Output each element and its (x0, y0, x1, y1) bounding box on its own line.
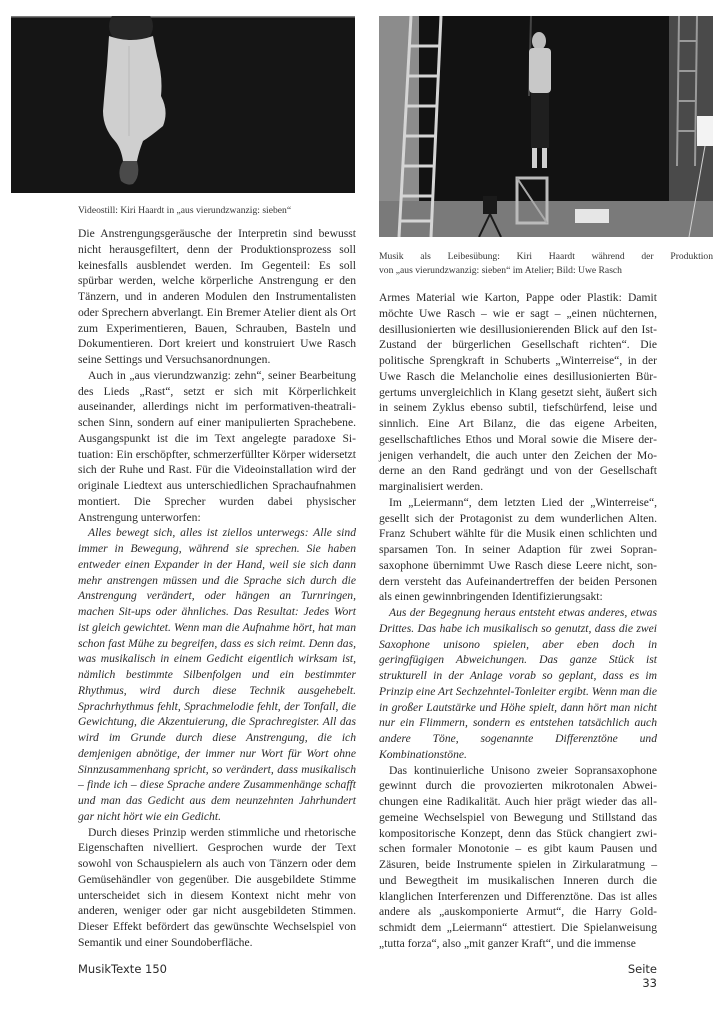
block-quote: Aus der Begegnung heraus entsteht etwas anderes, etwas Drittes. Das habe ich musikalisch so genutzt, dass die zwei Saxophone unisono spielen, aber eben doch in geringfügigen Abweichungen. Das ganze Stück ist strukturell in der Anlage vorab so geplant, dass es im Prinzip eine Art Sechzehntel-Tonleiter ergibt. Wenn man die in großer Lautstärke und Höhe spielt, dann hört man nicht nur ein Flimmern, sondern es entstehen tatsächlich auch andere Töne, sogenannte Differenztöne und Kombinationstöne. (379, 606, 657, 761)
studio-caption-line-2: von „aus vierundzwanzig: sieben“ im Atelier; Bild: Uwe Rasch (379, 265, 622, 276)
footer-page-number: Seite 33 (627, 962, 657, 990)
videostill-caption (78, 204, 358, 218)
paragraph: Durch dieses Prinzip werden stimmliche und rhetorische Eigenschaften nivelliert. Gesprochen wurde der Text sowohl von Schauspielern als auch von Tänzern oder dem Gemüsehändler von gegenüber. Die ausgebildete Stimme unterscheidet sich in diesem Kontext nicht mehr von anderen, weniger oder gar nicht ausgebildeten Stimmen. Dieser Effekt befördert das gewünschte Wechselspiel von Semantik und einer Soundoberfläche. (78, 825, 356, 949)
block-quote: Alles bewegt sich, alles ist ziellos unterwegs: Alle sind immer in Bewegung, während sie sprechen. Sie haben entweder einen Expander in der Hand, weil sie sich dann mehr anstrengen müssen und die Sprache sich durch die Anstrengung verändert, oder hängen an Turnringen, machen Sit-ups oder ähnliches. Das Resultat: Jedes Wort ist gleich gewichtet. Wenn man die Aufnahme hört, hat man schon fast Mühe zu begreifen, dass es sich reimt. Denn das, was musikalisch in einem Gedicht eigentlich wirksam ist, nämlich bestimmte Silbenfolgen und ein bestimmter Rhythmus, wird durch diese Technik ausgehebelt. Sprachrhythmus fehlt, Sprachmelodie fehlt, der Tonfall, die Gewichtung, die Akzentuierung, die Sprachregister. All das wird im Grunde durch diese Anstrengung, die ich demjenigen abnötige, der immer nur Wort für Wort ohne Sinnzusammenhang spricht, so verändert, dass musikalisch – finde ich – diese Sprache andere Zusammenhänge schafft und man das Gedicht aus dem neunzehnten Jahrhundert gar nicht hört wie ein Gedicht. (78, 526, 356, 823)
paragraph: Auch in „aus vierundzwanzig: zehn“, seiner Bearbeitung des Lieds „Rast“, setzt er sich mit Körperlichkeit auseinander, allerdings nicht im performativen-theatralischen Sinn, sondern auf einer manipulierten Sprachebene. Ausgangspunkt ist die im Text angelegte paradoxe Situation: Ein erschöpfter, schmerzerfüllter Körper widersetzt sich der Ruhe und Rast. Für die Videoinstallation wird der originale Liedtext aus unterschiedlichen Sprachaufnahmen montiert. Die Sprecher wurden dabei physischer Anstrengung unterworfen: (78, 368, 356, 524)
right-text-column (379, 290, 657, 952)
paragraph: Das kontinuierliche Unisono zweier Sopransaxophone gewinnt durch die provozierten mikrotonalen Abweichungen eine Radikalität. Auch hier prägt wieder das allgemeine Wechselspiel von Bewegung und Stillstand das kompositorische Konzept, denn das Stück changiert zwischen formaler Monotonie – es gibt kaum Pausen und Zäsuren, beide Instrumente spielen in Zirkularatmung – und Bewegtheit im musikalischen Inneren durch die klanglichen Interferenzen und Differenztöne. Das ist alles andere als „auskomponierte Armut“, die Harry Goldschmidt dem „Leiermann“ attestiert. Die Spielanweisung „tutta forza“, also „mit ganzer Kraft“, und die immense (379, 763, 657, 950)
videostill-caption-text: Videostill: Kiri Haardt in „aus vierundzwanzig: sieben“ (78, 205, 292, 216)
studio-caption-line-1: Musik als Leibesübung: Kiri Haardt während der Produktion (379, 251, 713, 262)
upside-down-figure-graphic (11, 16, 355, 193)
videostill-image (11, 16, 355, 193)
paragraph: Im „Leiermann“, dem letzten Lied der „Winterreise“, gesellt sich der Protagonist zu dem wunderlichen Alten. Franz Schubert wählte für die Musik einen schlichten und sparsamen Ton. In seiner Adaption für zwei Sopransaxophone übernimmt Uwe Rasch diese Leere nicht, sondern versteht das Aufeinandertreffen der beiden Personen als einen gewinnbringenden Identifizierungsakt: (379, 495, 657, 604)
paragraph: Die Anstrengungsgeräusche der Interpretin sind bewusst nicht herausgefiltert, denn der Produktionsprozess soll keinesfalls ausblendet werden. Im Gegenteil: Es soll spürbar werden, welche körperliche Anstrengung er den Tänzern, und in anderen Modulen den Instrumentalisten oder Sprechern abverlangt. Ein Bremer Atelier dient als Ort zum Experimentieren, Bauen, Schrauben, Basteln und Dokumentieren. Dort kreiert und konstruiert Uwe Rasch seine Settings und Versuchsanordnungen. (78, 227, 356, 366)
paragraph: Armes Material wie Karton, Pappe oder Plastik: Damit möchte Uwe Rasch – wie er sagt – „einen nüchternen, desillusionierten wie desillusionierenden Blick auf den Ist-Zustand der bürgerlichen Gesellschaft richten“. Die politische Sprengkraft in Schuberts „Winterreise“, in der Uwe Rasch die Melancholie eines desillusionierten Bürgertums unvergleichlich in Klang gesetzt sieht, äußert sich in seinem Zyklus ebenso subtil, tiefschürfend, leise und sinnlich. Eine Art Bilanz, die das eigene Arbeiten, gesellschaftliches Ethos und Moral sowie die Misere derjenigen verhandelt, die auch unter den Zeichen der Moderne an den Rand gedrängt und von der Gesellschaft marginalisiert werden. (379, 291, 657, 493)
footer-journal-name: MusikTexte 150 (78, 962, 167, 976)
studio-photo-image (379, 16, 713, 237)
studio-scene-graphic (379, 16, 713, 237)
left-text-column (78, 226, 356, 951)
studio-photo-caption (379, 250, 713, 278)
